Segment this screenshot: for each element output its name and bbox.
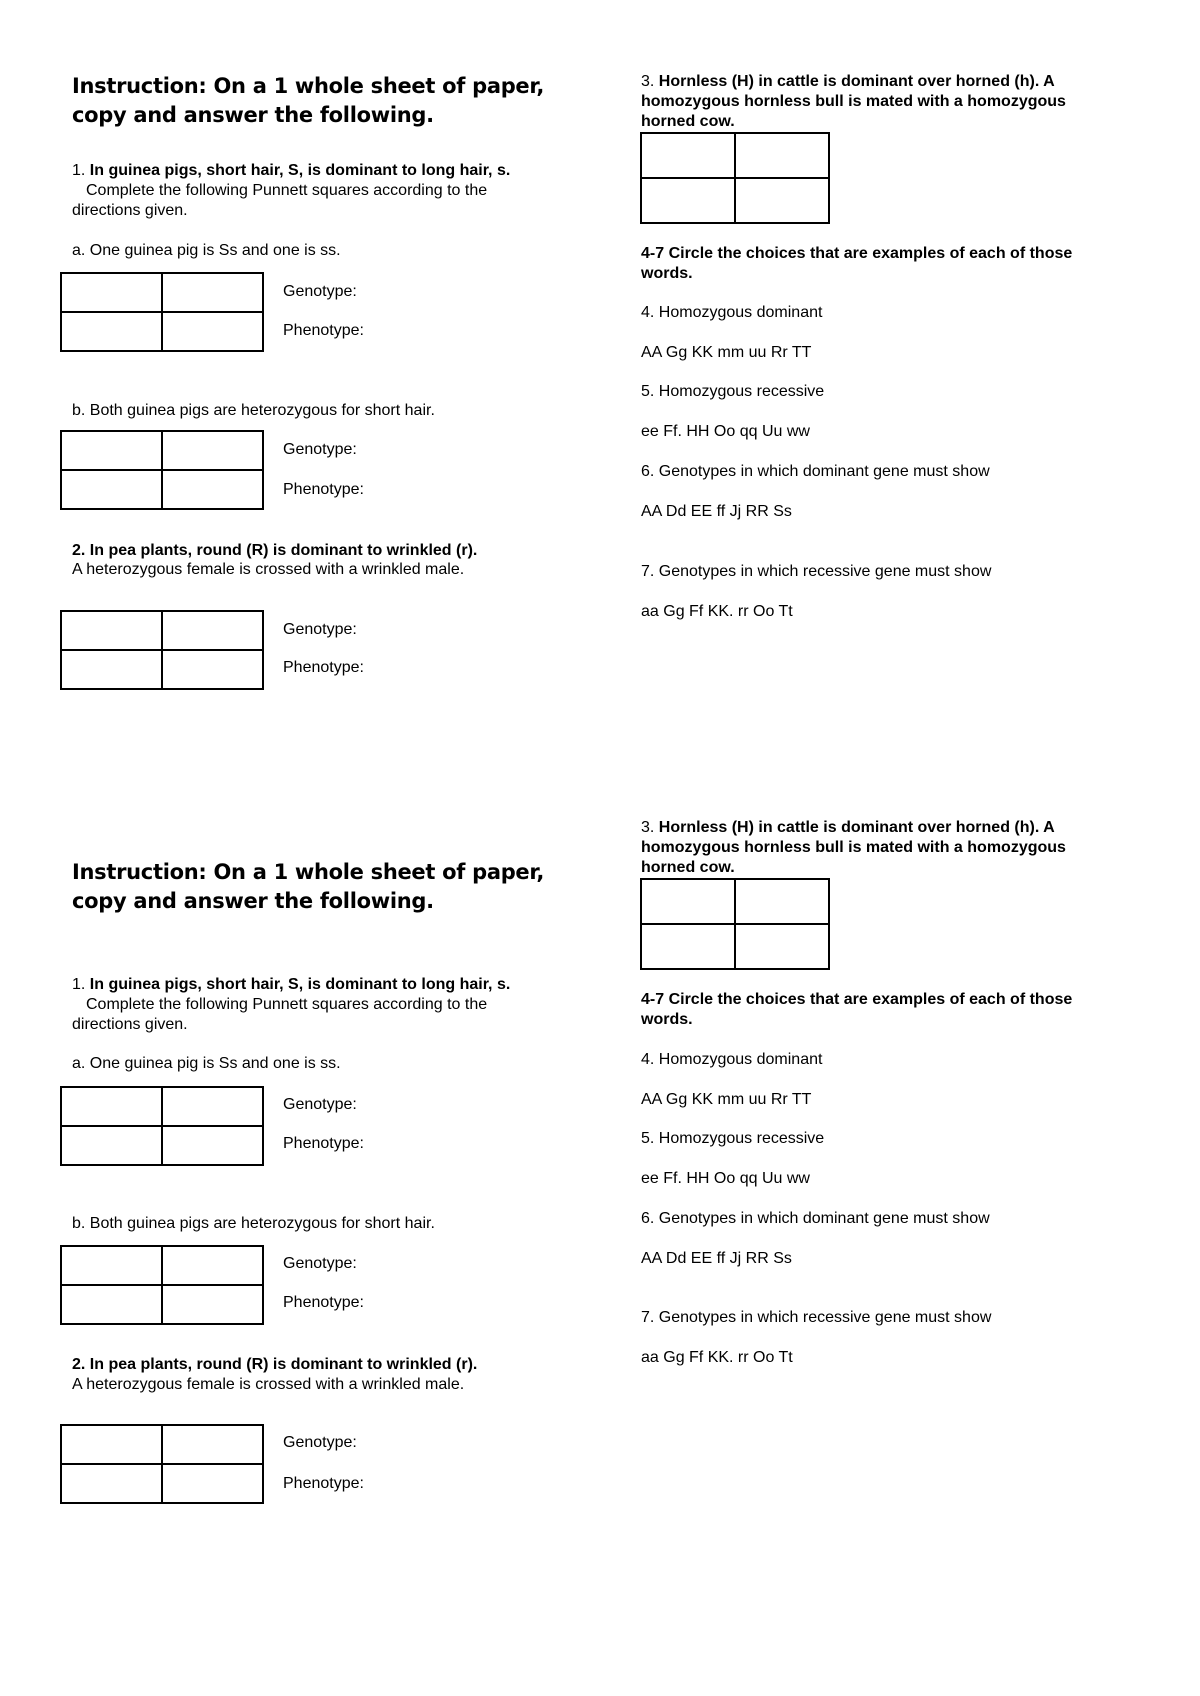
genotype-label: Genotype:: [283, 441, 357, 458]
phenotype-label: Phenotype:: [283, 1135, 364, 1152]
punnett-square-1a: [60, 272, 264, 352]
question-3: 3. Hornless (H) in cattle is dominant over horned (h). A: [641, 819, 1055, 836]
question-4: 4. Homozygous dominant: [641, 1051, 823, 1068]
punnett-square-3: [640, 132, 830, 224]
genotype-label: Genotype:: [283, 1434, 357, 1451]
question-4-7-heading: 4-7 Circle the choices that are examples of each of those: [641, 245, 1073, 262]
question-3-line3: horned cow.: [641, 113, 735, 130]
question-3-line2: homozygous hornless bull is mated with a homozygous: [641, 93, 1066, 110]
question-2: 2. In pea plants, round (R) is dominant to wrinkled (r).: [72, 1356, 478, 1373]
punnett-square-1a: [60, 1086, 264, 1166]
question-1-line3: directions given.: [72, 1016, 188, 1033]
question-1-line3: directions given.: [72, 202, 188, 219]
punnett-square-1b: [60, 1245, 264, 1325]
choices-5: ee Ff. HH Oo qq Uu ww: [641, 1170, 810, 1187]
question-7: 7. Genotypes in which recessive gene must show: [641, 563, 992, 580]
question-1-line2: Complete the following Punnett squares according to the: [86, 182, 488, 199]
question-3-line2: homozygous hornless bull is mated with a homozygous: [641, 839, 1066, 856]
phenotype-label: Phenotype:: [283, 1475, 364, 1492]
genotype-label: Genotype:: [283, 1096, 357, 1113]
question-1a: a. One guinea pig is Ss and one is ss.: [72, 242, 341, 259]
question-4: 4. Homozygous dominant: [641, 304, 823, 321]
question-2: 2. In pea plants, round (R) is dominant to wrinkled (r).: [72, 542, 478, 559]
punnett-square-2: [60, 1424, 264, 1504]
choices-4: AA Gg KK mm uu Rr TT: [641, 344, 812, 361]
question-3: 3. Hornless (H) in cattle is dominant over horned (h). A: [641, 73, 1055, 90]
question-3-line3: horned cow.: [641, 859, 735, 876]
choices-4: AA Gg KK mm uu Rr TT: [641, 1091, 812, 1108]
question-1: 1. In guinea pigs, short hair, S, is dominant to long hair, s.: [72, 162, 511, 179]
choices-7: aa Gg Ff KK. rr Oo Tt: [641, 1349, 793, 1366]
genotype-label: Genotype:: [283, 1255, 357, 1272]
phenotype-label: Phenotype:: [283, 322, 364, 339]
question-1a: a. One guinea pig is Ss and one is ss.: [72, 1055, 341, 1072]
punnett-square-3: [640, 878, 830, 970]
question-5: 5. Homozygous recessive: [641, 1130, 825, 1147]
phenotype-label: Phenotype:: [283, 481, 364, 498]
worksheet-copy-1: [0, 0, 1200, 780]
genotype-label: Genotype:: [283, 621, 357, 638]
worksheet-copy-2: [0, 748, 1200, 1528]
choices-5: ee Ff. HH Oo qq Uu ww: [641, 423, 810, 440]
instruction-heading: Instruction: On a 1 whole sheet of paper, copy and answer the following.: [72, 74, 545, 127]
instruction-heading: Instruction: On a 1 whole sheet of paper, copy and answer the following.: [72, 860, 545, 913]
choices-7: aa Gg Ff KK. rr Oo Tt: [641, 603, 793, 620]
question-6: 6. Genotypes in which dominant gene must show: [641, 463, 990, 480]
question-1b: b. Both guinea pigs are heterozygous for short hair.: [72, 1215, 435, 1232]
question-2-line2: A heterozygous female is crossed with a wrinkled male.: [72, 1376, 465, 1393]
question-1b: b. Both guinea pigs are heterozygous for short hair.: [72, 402, 435, 419]
question-1: 1. In guinea pigs, short hair, S, is dominant to long hair, s.: [72, 976, 511, 993]
punnett-square-1b: [60, 430, 264, 510]
phenotype-label: Phenotype:: [283, 659, 364, 676]
question-6: 6. Genotypes in which dominant gene must show: [641, 1210, 990, 1227]
question-5: 5. Homozygous recessive: [641, 383, 825, 400]
question-7: 7. Genotypes in which recessive gene must show: [641, 1309, 992, 1326]
choices-6: AA Dd EE ff Jj RR Ss: [641, 1250, 792, 1267]
question-4-7-heading-line2: words.: [641, 265, 693, 282]
question-1-line2: Complete the following Punnett squares according to the: [86, 996, 488, 1013]
question-2-line2: A heterozygous female is crossed with a wrinkled male.: [72, 561, 465, 578]
punnett-square-2: [60, 610, 264, 690]
question-4-7-heading-line2: words.: [641, 1011, 693, 1028]
question-4-7-heading: 4-7 Circle the choices that are examples of each of those: [641, 991, 1073, 1008]
choices-6: AA Dd EE ff Jj RR Ss: [641, 503, 792, 520]
genotype-label: Genotype:: [283, 283, 357, 300]
phenotype-label: Phenotype:: [283, 1294, 364, 1311]
